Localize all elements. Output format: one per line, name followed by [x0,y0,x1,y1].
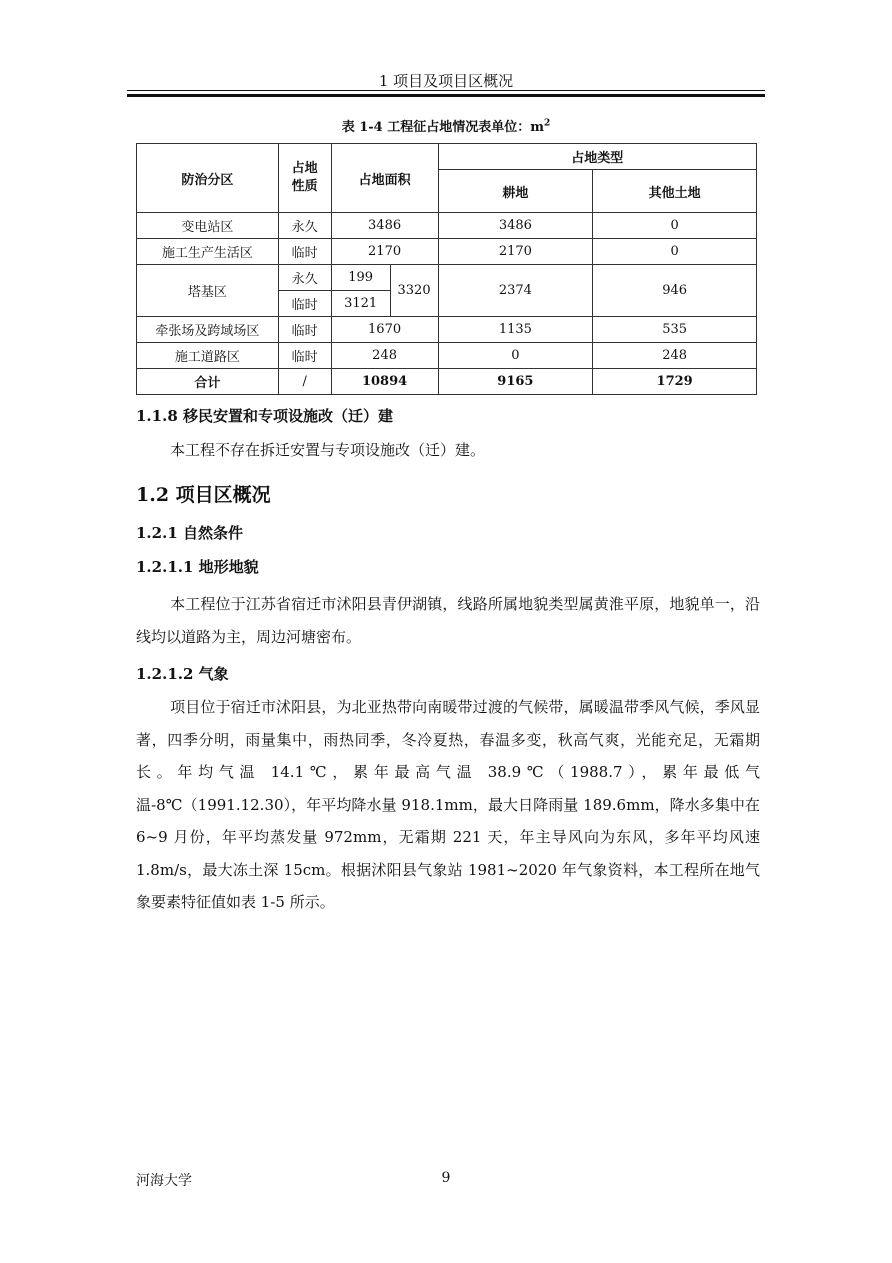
cell-area-total: 3320 [390,265,438,317]
cell-zone: 变电站区 [137,213,279,239]
section-heading-1-1-8: 1.1.8 移民安置和专项设施改（迁）建 [136,407,393,425]
section-heading-1-2-1-1: 1.2.1.1 地形地貌 [136,558,259,576]
header-type: 占地类型 [438,144,756,170]
page-header [127,68,765,102]
table-caption [127,116,765,135]
cell-nature: 临时 [278,343,331,369]
cell-area-sub: 199 [331,265,390,291]
table-row [137,213,757,239]
footer-org: 河海大学 [136,1173,192,1189]
cell-total-farmland: 9165 [438,369,593,395]
paragraph-resettlement [136,434,760,467]
cell-farmland: 2170 [438,239,593,265]
cell-total-other: 1729 [593,369,757,395]
cell-area: 3486 [331,213,438,239]
section-heading-1-2-1-2: 1.2.1.2 气象 [136,665,229,683]
cell-zone: 施工生产生活区 [137,239,279,265]
paragraph-terrain [136,588,760,653]
cell-nature: 永久 [278,265,331,291]
cell-farmland: 3486 [438,213,593,239]
cell-nature: 临时 [278,239,331,265]
page-number: 9 [441,1170,451,1186]
cell-nature: 临时 [278,317,331,343]
paragraph-climate [136,691,760,919]
paragraph-terrain-text: 本工程位于江苏省宿迁市沭阳县青伊湖镇，线路所属地貌类型属黄淮平原，地貌单一，沿线均以道路为主，周边河塘密布。 [136,595,760,646]
header-rule-thick [127,94,765,97]
header-farmland: 耕地 [438,170,593,213]
cell-area-sub: 3121 [331,291,390,317]
table-row [137,239,757,265]
cell-area: 248 [331,343,438,369]
cell-other: 946 [593,265,757,317]
paragraph-resettlement-text: 本工程不存在拆迁安置与专项设施改（迁）建。 [170,441,486,459]
cell-other: 248 [593,343,757,369]
land-occupation-table [136,143,757,395]
header-area: 占地面积 [331,144,438,213]
table-row [137,265,757,291]
header-nature: 占地性质 [278,144,331,213]
cell-zone: 牵张场及跨域场区 [137,317,279,343]
cell-area: 2170 [331,239,438,265]
cell-total-area: 10894 [331,369,438,395]
header-other: 其他土地 [593,170,757,213]
table-row [137,343,757,369]
cell-other: 0 [593,213,757,239]
cell-area: 1670 [331,317,438,343]
paragraph-climate-text: 项目位于宿迁市沭阳县，为北亚热带向南暖带过渡的气候带，属暖温带季风气候，季风显著，四季分明，雨量集中，雨热同季，冬冷夏热，春温多变，秋高气爽，光能充足，无霜期长。年均气温 14.1℃，累年最高气温 38.9℃（1988.7），累年最低气温-8℃（1991.12.30），年平均降水量 918.1mm，最大日降雨量 189.6mm，降水多集中在 6~9 月份，年平均蒸发量 972mm，无霜期 221 天，年主导风向为东风，多年平均风速 1.8m/s，最大冻土深 15cm。根据沭阳县气象站 1981~2020 年气象资料，本工程所在地气象要素特征值如表 1-5 所示。 [136,698,760,911]
section-heading-1-2: 1.2 项目区概况 [136,484,271,506]
cell-farmland: 2374 [438,265,593,317]
cell-zone: 施工道路区 [137,343,279,369]
cell-total-label: 合计 [137,369,279,395]
table-total-row [137,369,757,395]
cell-total-nature: / [278,369,331,395]
cell-nature: 临时 [278,291,331,317]
cell-other: 0 [593,239,757,265]
table-row [137,317,757,343]
cell-farmland: 0 [438,343,593,369]
cell-other: 535 [593,317,757,343]
table-caption-text: 表 1-4 工程征占地情况表单位：m [341,120,545,135]
cell-zone: 塔基区 [137,265,279,317]
table-caption-sup: 2 [544,118,551,129]
header-zone: 防治分区 [137,144,279,213]
cell-nature: 永久 [278,213,331,239]
section-heading-1-2-1: 1.2.1 自然条件 [136,524,243,542]
cell-farmland: 1135 [438,317,593,343]
header-rule-thin [127,90,765,91]
header-title: 1 项目及项目区概况 [378,72,514,90]
